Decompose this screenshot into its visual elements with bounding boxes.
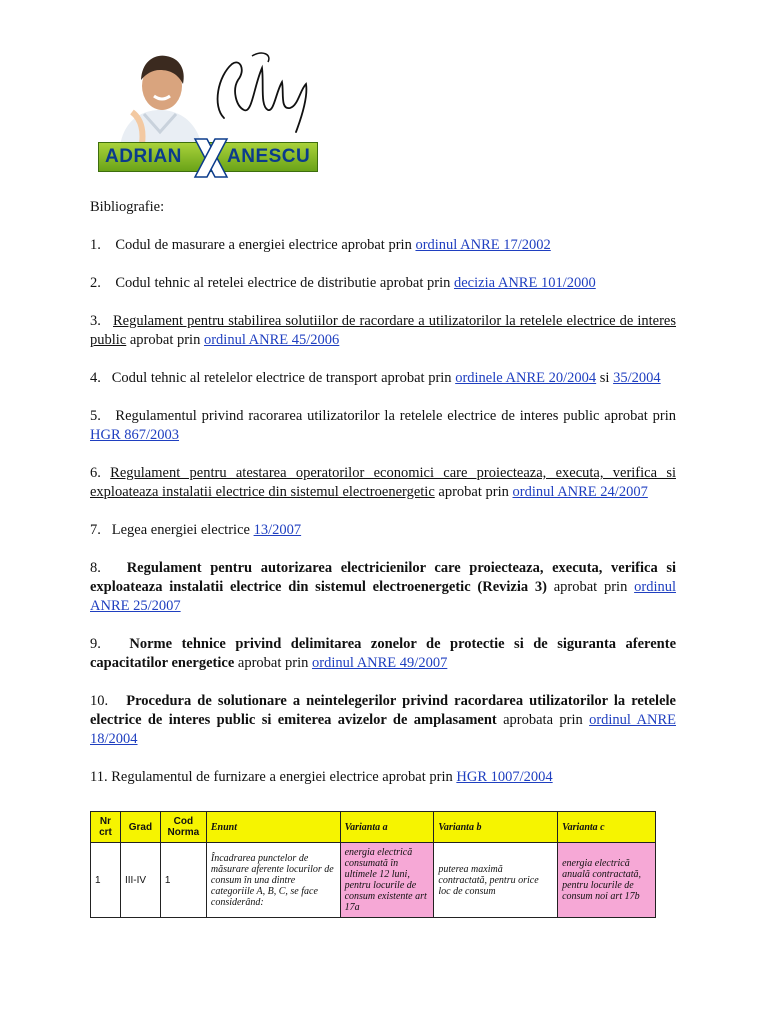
bibliography-item-1: 1. Codul de masurare a energiei electrice aprobat prin ordinul ANRE 17/2002 <box>90 237 551 253</box>
cell-varianta-b: puterea maximă contractată, pentru orice loc de consum <box>434 843 558 918</box>
header-cod-norma: Cod Norma <box>160 812 206 843</box>
cell-cod: 1 <box>160 843 206 918</box>
header-varianta-a: Varianta a <box>340 812 434 843</box>
bibliography-item-7: 7. Legea energiei electrice 13/2007 <box>90 522 302 538</box>
link-ordinele-anre-20-2004[interactable]: ordinele ANRE 20/2004 <box>455 370 597 386</box>
brand-name-left: ADRIAN <box>105 146 182 167</box>
cell-grad: III-IV <box>120 843 160 918</box>
bibliography-item-6: 6. Regulament pentru atestarea operatorilor economici care proiecteaza, executa, verifica si exploateaza instalatii electrice din sistemul electroenergetic aprobat prin ordinul ANRE 24/2007 <box>90 465 676 500</box>
header-nr-crt: Nr crt <box>91 812 121 843</box>
question-table <box>90 811 656 918</box>
header-enunt: Enunt <box>206 812 340 843</box>
link-ordin-anre-45-2006[interactable]: ordinul ANRE 45/2006 <box>203 332 340 348</box>
cell-varianta-c: energia electrică anuală contractată, pentru locurile de consum noi art 17b <box>558 843 656 918</box>
person-photo-icon <box>114 48 206 146</box>
cell-enunt: Încadrarea punctelor de măsurare aferente locurilor de consum în una dintre categoriile A, B, C, se face considerând: <box>206 843 340 918</box>
header-grad: Grad <box>120 812 160 843</box>
table-header-row <box>91 812 656 843</box>
link-hgr-1007-2004[interactable]: HGR 1007/2004 <box>456 769 553 785</box>
x-emblem-icon <box>191 135 231 181</box>
handwritten-signature <box>202 46 314 138</box>
cell-varianta-a: energia electrică consumată în ultimele 12 luni, pentru locurile de consum existente art 17a <box>340 843 434 918</box>
brand-name-right: ANESCU <box>227 146 311 167</box>
table-row <box>91 843 656 918</box>
bibliography-item-2: 2. Codul tehnic al retelei electrice de distributie aprobat prin decizia ANRE 101/2000 <box>90 275 596 291</box>
link-ordin-anre-24-2007[interactable]: ordinul ANRE 24/2007 <box>512 484 648 500</box>
bibliography-heading: Bibliografie: <box>90 199 165 215</box>
link-decizia-anre-101-2000[interactable]: decizia ANRE 101/2000 <box>453 275 596 291</box>
link-13-2007[interactable]: 13/2007 <box>253 522 302 538</box>
cell-nr: 1 <box>91 843 121 918</box>
bibliography-item-5: 5. Regulamentul privind racorarea utilizatorilor la retelele electrice de interes public aprobat prin HGR 867/2003 <box>90 408 676 443</box>
link-hgr-867-2003[interactable]: HGR 867/2003 <box>90 427 180 443</box>
bibliography-item-8: 8. Regulament pentru autorizarea electricienilor care proiecteaza, executa, verifica si exploateaza instalatii electrice din sistemul electroenergetic (Revizia 3) aprobat prin ordinul ANRE 25/2007 <box>90 560 676 614</box>
link-35-2004[interactable]: 35/2004 <box>613 370 661 386</box>
bibliography-item-10: 10. Procedura de solutionare a neintelegerilor privind racordarea utilizatorilor la retelele electrice de interes public si emiterea avizelor de amplasament aprobata prin ordinul ANRE 18/2004 <box>90 693 676 747</box>
link-ordin-anre-25-2007[interactable]: ordinul ANRE 25/2007 <box>90 579 676 614</box>
bibliography-item-4: 4. Codul tehnic al retelelor electrice de transport aprobat prin ordinele ANRE 20/2004 si 35/2004 <box>90 370 661 386</box>
header-varianta-b: Varianta b <box>434 812 558 843</box>
bibliography-item-9: 9. Norme tehnice privind delimitarea zonelor de protectie si de siguranta aferente capacitatilor energetice aprobat prin ordinul ANRE 49/2007 <box>90 636 676 671</box>
header-varianta-c: Varianta c <box>558 812 656 843</box>
bibliography-item-3: 3. Regulament pentru stabilirea solutiilor de racordare a utilizatorilor la retelele electrice de interes public aprobat prin ordinul ANRE 45/2006 <box>90 313 676 348</box>
link-ordin-anre-18-2004[interactable]: ordinul ANRE 18/2004 <box>90 712 676 747</box>
company-logo <box>98 46 320 178</box>
bibliography-item-11: 11. Regulamentul de furnizare a energiei electrice aprobat prin HGR 1007/2004 <box>90 769 553 785</box>
link-ordin-anre-17-2002[interactable]: ordinul ANRE 17/2002 <box>415 237 551 253</box>
link-ordin-anre-49-2007[interactable]: ordinul ANRE 49/2007 <box>311 655 448 671</box>
bibliography <box>90 198 676 787</box>
brand-bar <box>98 142 318 172</box>
